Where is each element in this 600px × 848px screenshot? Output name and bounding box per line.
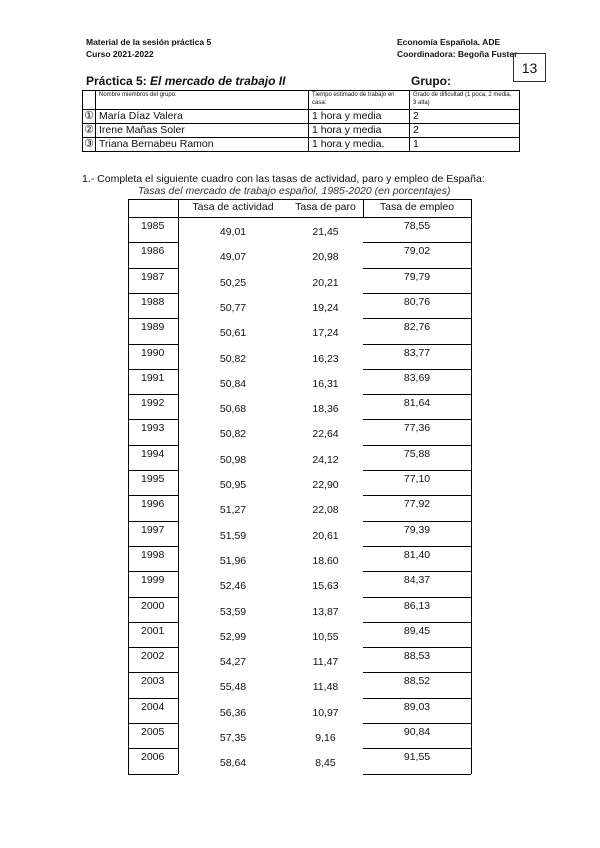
empleo-cell: 89,03 bbox=[403, 700, 431, 713]
year-cell: 1988 bbox=[141, 295, 165, 308]
actividad-cell: 53,59 bbox=[219, 605, 247, 618]
year-cell: 1987 bbox=[141, 270, 165, 283]
paro-cell: 24,12 bbox=[312, 453, 339, 466]
year-cell: 1999 bbox=[141, 574, 165, 587]
page-number: 13 bbox=[521, 59, 538, 76]
actividad-cell: 50,95 bbox=[219, 479, 247, 491]
paro-cell: 9,16 bbox=[315, 732, 336, 744]
paro-cell: 8,45 bbox=[315, 757, 336, 770]
year-cell: 1989 bbox=[141, 321, 165, 334]
empleo-cell: 78,55 bbox=[403, 220, 431, 232]
table-hline bbox=[363, 571, 471, 572]
empleo-cell: 84,37 bbox=[403, 574, 431, 587]
year-cell: 1990 bbox=[141, 346, 165, 359]
year-cell: 1998 bbox=[141, 548, 165, 561]
table-hline bbox=[128, 698, 178, 699]
empleo-cell: 79,02 bbox=[403, 245, 431, 258]
member-number: ② bbox=[84, 124, 94, 136]
empleo-cell: 82,76 bbox=[403, 321, 431, 334]
member-time: 1 hora y media bbox=[309, 124, 410, 138]
member-name: Irene Mañas Soler bbox=[96, 124, 309, 138]
table-hline bbox=[128, 419, 178, 420]
paro-cell: 20,98 bbox=[312, 251, 339, 264]
actividad-cell: 51,59 bbox=[219, 529, 247, 542]
table-hline bbox=[128, 521, 178, 522]
grupo-label: Grupo: bbox=[411, 74, 451, 88]
table-hline bbox=[128, 495, 178, 496]
table-hline bbox=[128, 268, 178, 269]
subject-label: Economía Española. ADE bbox=[397, 37, 501, 47]
header-paro: Tasa de paro bbox=[295, 201, 356, 213]
member-number: ① bbox=[84, 110, 94, 122]
table-hline bbox=[363, 672, 471, 673]
actividad-cell: 58,64 bbox=[219, 757, 247, 770]
empleo-cell: 77,92 bbox=[403, 498, 431, 511]
member-row bbox=[83, 110, 520, 124]
year-cell: 1996 bbox=[141, 498, 165, 511]
table-hline bbox=[128, 369, 178, 370]
course-material-label: Material de la sesión práctica 5 bbox=[86, 37, 212, 47]
year-cell: 2001 bbox=[141, 624, 165, 637]
actividad-cell: 50,82 bbox=[219, 428, 247, 441]
paro-cell: 17,24 bbox=[312, 327, 339, 340]
table-hline bbox=[363, 445, 471, 446]
actividad-cell: 49,07 bbox=[219, 251, 247, 264]
table-hline bbox=[128, 672, 178, 673]
year-cell: 2005 bbox=[141, 726, 165, 738]
year-cell: 1986 bbox=[141, 245, 165, 258]
table-hline bbox=[363, 622, 471, 623]
actividad-cell: 50,98 bbox=[219, 453, 247, 466]
table-hline bbox=[363, 546, 471, 547]
paro-cell: 18.60 bbox=[312, 554, 339, 567]
empleo-cell: 88,53 bbox=[403, 650, 431, 663]
paro-cell: 13,87 bbox=[312, 605, 339, 618]
actividad-cell: 50,84 bbox=[219, 377, 247, 390]
table-hline bbox=[128, 318, 178, 319]
table-hline bbox=[128, 445, 178, 446]
empleo-cell: 77,36 bbox=[403, 422, 431, 435]
empleo-cell: 75,88 bbox=[403, 447, 431, 460]
table-hline bbox=[363, 597, 471, 598]
paro-cell: 16,31 bbox=[312, 377, 339, 390]
paro-cell: 20,61 bbox=[312, 529, 339, 542]
member-row bbox=[83, 138, 520, 152]
empleo-cell: 79,39 bbox=[403, 523, 431, 536]
table-hline bbox=[363, 369, 471, 370]
members-col-time: Tiempo estimado de trabajo en casa: bbox=[309, 91, 410, 110]
empleo-cell: 88,52 bbox=[403, 675, 431, 688]
actividad-cell: 55,48 bbox=[219, 681, 247, 694]
table-hline bbox=[363, 242, 471, 243]
course-year-label: Curso 2021-2022 bbox=[86, 49, 154, 59]
empleo-cell: 81,64 bbox=[403, 397, 431, 410]
table-hline bbox=[363, 774, 471, 775]
year-cell: 1992 bbox=[141, 397, 165, 410]
table-hline bbox=[128, 748, 178, 749]
paro-cell: 10,97 bbox=[312, 706, 339, 719]
empleo-cell: 79,79 bbox=[403, 270, 431, 283]
empleo-cell: 90,84 bbox=[403, 726, 431, 738]
member-time: 1 hora y media. bbox=[309, 138, 410, 152]
table-hline bbox=[128, 242, 178, 243]
title-prefix: Práctica 5: bbox=[86, 74, 151, 88]
year-cell: 2006 bbox=[141, 751, 165, 764]
table-hline bbox=[128, 622, 178, 623]
table-vline bbox=[471, 199, 472, 774]
page-number-box bbox=[513, 53, 546, 82]
actividad-cell: 50,61 bbox=[219, 327, 247, 340]
actividad-cell: 50,25 bbox=[219, 276, 247, 289]
table-hline bbox=[128, 774, 178, 775]
coordinator-label: Coordinadora: Begoña Fuster bbox=[397, 49, 518, 59]
table-hline bbox=[128, 723, 178, 724]
table-hline bbox=[363, 495, 471, 496]
year-cell: 2003 bbox=[141, 675, 165, 688]
table-hline bbox=[363, 521, 471, 522]
table-hline bbox=[363, 344, 471, 345]
member-grade: 2 bbox=[410, 110, 520, 124]
table-hline bbox=[128, 571, 178, 572]
actividad-cell: 50,77 bbox=[219, 301, 247, 314]
table-hline bbox=[363, 647, 471, 648]
table-hline bbox=[128, 293, 178, 294]
question-text: 1.- Completa el siguiente cuadro con las tasas de actividad, paro y empleo de España: bbox=[82, 173, 485, 185]
year-cell: 1994 bbox=[141, 447, 165, 460]
actividad-cell: 50,82 bbox=[219, 352, 247, 365]
member-grade: 2 bbox=[410, 124, 520, 138]
year-cell: 2004 bbox=[141, 700, 165, 713]
paro-cell: 10,55 bbox=[312, 630, 339, 643]
actividad-cell: 56,36 bbox=[219, 706, 247, 719]
actividad-cell: 52,99 bbox=[219, 630, 247, 643]
empleo-cell: 77,10 bbox=[403, 473, 431, 485]
member-time: 1 hora y media bbox=[309, 110, 410, 124]
year-cell: 2000 bbox=[141, 599, 165, 612]
paro-cell: 22,90 bbox=[312, 479, 339, 491]
members-col-name: Nombre miembros del grupo: bbox=[96, 91, 309, 110]
table-hline bbox=[363, 723, 471, 724]
table-vline bbox=[128, 199, 129, 774]
actividad-cell: 49,01 bbox=[219, 226, 247, 238]
table-hline bbox=[128, 217, 178, 218]
header-empleo: Tasa de empleo bbox=[379, 201, 455, 213]
member-number: ③ bbox=[84, 138, 94, 150]
paro-cell: 11,48 bbox=[312, 681, 339, 694]
year-cell: 1991 bbox=[141, 371, 165, 384]
table-vline bbox=[363, 199, 364, 217]
table-hline bbox=[128, 199, 471, 200]
paro-cell: 22,64 bbox=[312, 428, 339, 441]
table-hline bbox=[128, 470, 178, 471]
table-hline bbox=[363, 748, 471, 749]
paro-cell: 21,45 bbox=[312, 226, 339, 238]
table-hline bbox=[128, 597, 178, 598]
member-name: María Díaz Valera bbox=[96, 110, 309, 124]
year-cell: 1985 bbox=[141, 220, 165, 232]
actividad-cell: 51,96 bbox=[219, 554, 247, 567]
table-hline bbox=[363, 217, 471, 218]
members-col-grade: Grado de dificultad (1 poca, 2 media, 3 alta) bbox=[410, 91, 520, 110]
empleo-cell: 83,69 bbox=[403, 371, 431, 384]
paro-cell: 16,23 bbox=[312, 352, 339, 365]
member-grade: 1 bbox=[410, 138, 520, 152]
members-header-blank bbox=[83, 91, 96, 110]
paro-cell: 19,24 bbox=[312, 301, 339, 314]
table-hline bbox=[128, 344, 178, 345]
actividad-cell: 51,27 bbox=[219, 504, 247, 517]
paro-cell: 18,36 bbox=[312, 403, 339, 416]
actividad-cell: 50,68 bbox=[219, 403, 247, 416]
header-actividad: Tasa de actividad bbox=[192, 201, 274, 213]
empleo-cell: 81,40 bbox=[403, 548, 431, 561]
empleo-cell: 83,77 bbox=[403, 346, 431, 359]
table-hline bbox=[363, 318, 471, 319]
year-cell: 1995 bbox=[141, 473, 165, 485]
member-name: Triana Bernabeu Ramon bbox=[96, 138, 309, 152]
table-hline bbox=[128, 647, 178, 648]
table-hline bbox=[363, 394, 471, 395]
empleo-cell: 91,55 bbox=[403, 751, 431, 764]
members-header-row bbox=[83, 91, 520, 110]
actividad-cell: 52,46 bbox=[219, 580, 247, 593]
year-cell: 1997 bbox=[141, 523, 165, 536]
table-hline bbox=[363, 470, 471, 471]
table-hline bbox=[128, 546, 178, 547]
table-hline bbox=[363, 698, 471, 699]
paro-cell: 22,08 bbox=[312, 504, 339, 517]
page-title bbox=[86, 74, 285, 88]
table-hline bbox=[363, 293, 471, 294]
table-hline bbox=[128, 394, 178, 395]
year-cell: 2002 bbox=[141, 650, 165, 663]
empleo-cell: 80,76 bbox=[403, 295, 431, 308]
member-row bbox=[83, 124, 520, 138]
year-cell: 1993 bbox=[141, 422, 165, 435]
paro-cell: 15,63 bbox=[312, 580, 339, 593]
empleo-cell: 86,13 bbox=[403, 599, 431, 612]
table-hline bbox=[363, 268, 471, 269]
paro-cell: 20,21 bbox=[312, 276, 339, 289]
paro-cell: 11,47 bbox=[312, 656, 339, 669]
actividad-cell: 54,27 bbox=[219, 656, 247, 669]
table-caption: Tasas del mercado de trabajo español, 1985-2020 (en porcentajes) bbox=[138, 185, 451, 197]
table-hline bbox=[363, 419, 471, 420]
members-table bbox=[82, 90, 520, 152]
actividad-cell: 57,35 bbox=[219, 732, 247, 744]
title-italic: El mercado de trabajo II bbox=[150, 74, 286, 88]
empleo-cell: 89,45 bbox=[403, 624, 431, 637]
